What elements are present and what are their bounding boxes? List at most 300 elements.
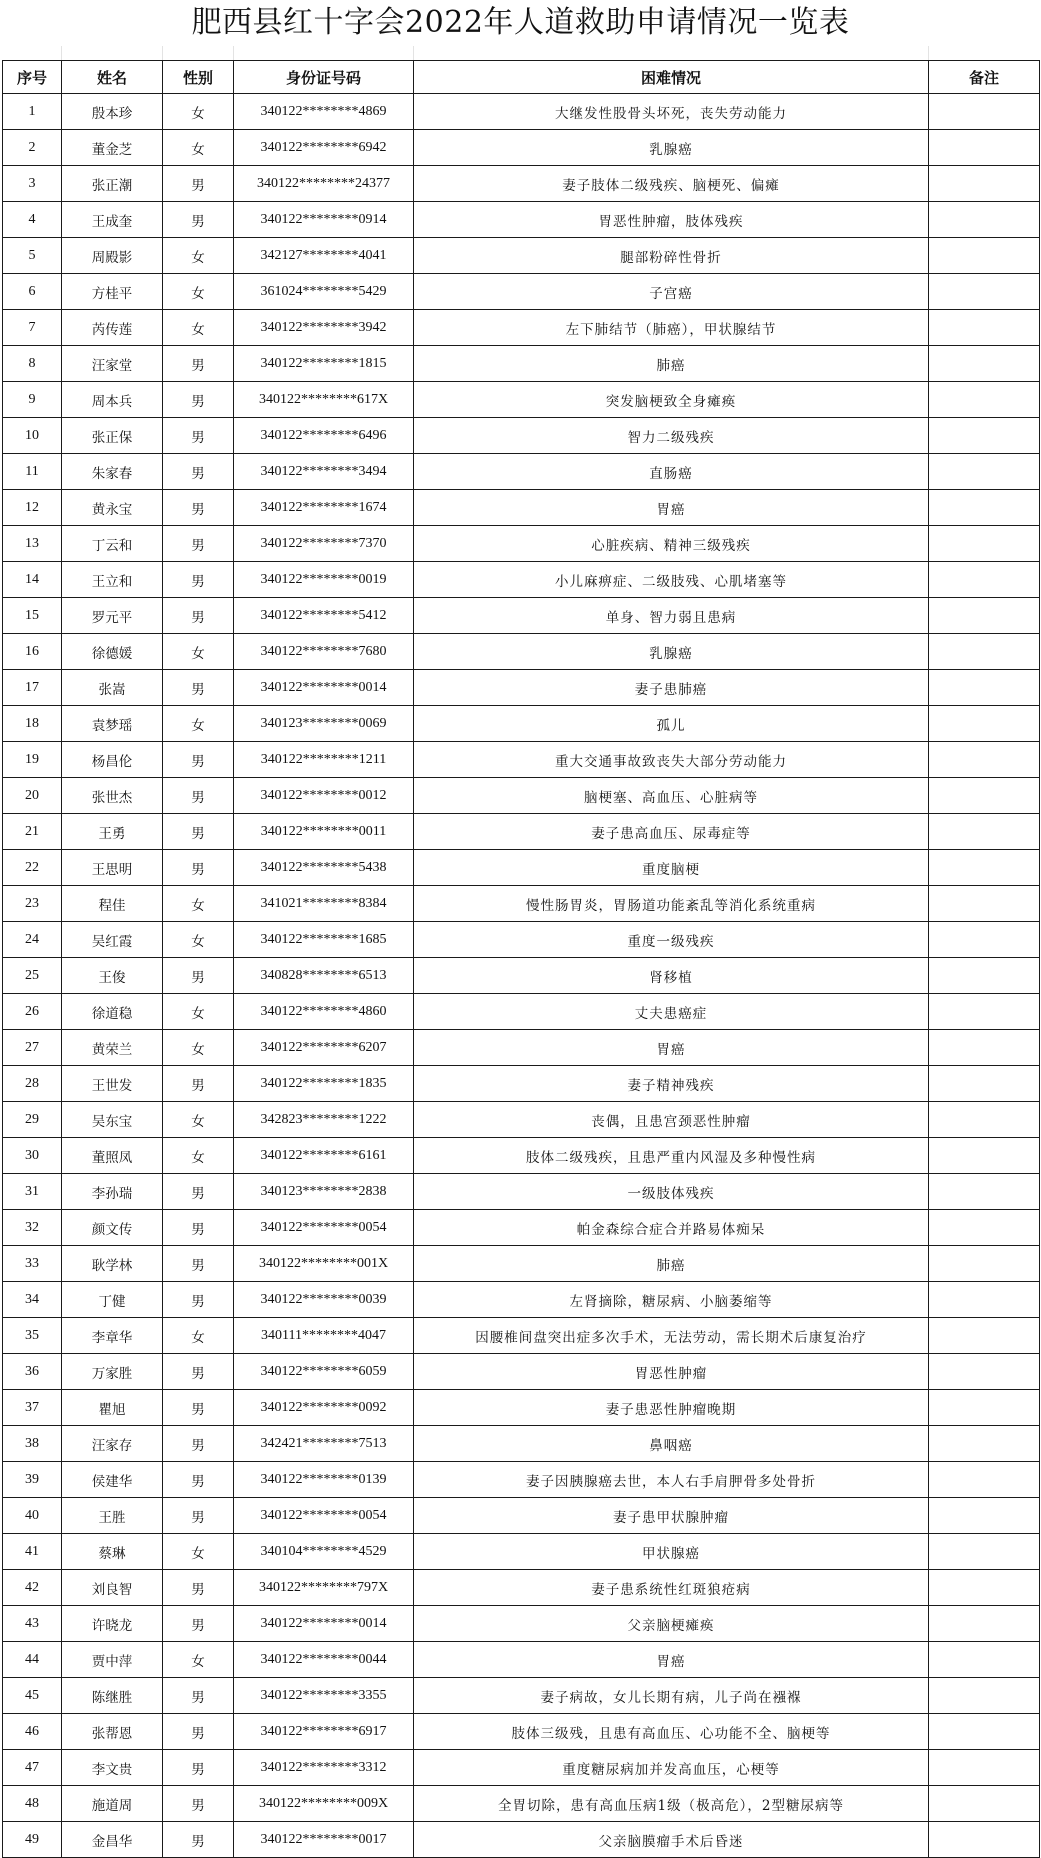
cell-name: 李章华 — [62, 1318, 163, 1354]
cell-id-number: 342823********1222 — [234, 1102, 414, 1138]
cell-difficulty: 胃恶性肿瘤 — [414, 1354, 929, 1390]
table-row — [3, 1678, 1040, 1714]
cell-gender: 男 — [163, 418, 234, 454]
cell-id-number: 340122********4869 — [234, 94, 414, 130]
cell-remarks — [929, 382, 1040, 418]
cell-gender: 女 — [163, 1534, 234, 1570]
cell-difficulty: 肾移植 — [414, 958, 929, 994]
cell-difficulty: 重大交通事故致丧失大部分劳动能力 — [414, 742, 929, 778]
cell-difficulty: 智力二级残疾 — [414, 418, 929, 454]
cell-id-number: 340122********0914 — [234, 202, 414, 238]
cell-gender: 男 — [163, 1282, 234, 1318]
cell-remarks — [929, 1678, 1040, 1714]
cell-gender: 女 — [163, 130, 234, 166]
table-row — [3, 382, 1040, 418]
cell-index: 47 — [3, 1750, 62, 1786]
cell-name: 李孙瑞 — [62, 1174, 163, 1210]
cell-difficulty: 重度脑梗 — [414, 850, 929, 886]
cell-gender: 男 — [163, 1714, 234, 1750]
cell-gender: 男 — [163, 1390, 234, 1426]
cell-gender: 男 — [163, 1462, 234, 1498]
cell-index: 49 — [3, 1822, 62, 1858]
cell-index: 18 — [3, 706, 62, 742]
cell-index: 42 — [3, 1570, 62, 1606]
table-row — [3, 634, 1040, 670]
header-difficulty: 困难情况 — [414, 61, 929, 94]
cell-name: 张帮恩 — [62, 1714, 163, 1750]
table-row — [3, 742, 1040, 778]
cell-name: 周本兵 — [62, 382, 163, 418]
table-row — [3, 1714, 1040, 1750]
table-row — [3, 1318, 1040, 1354]
cell-difficulty: 胃癌 — [414, 1642, 929, 1678]
cell-name: 侯建华 — [62, 1462, 163, 1498]
cell-difficulty: 孤儿 — [414, 706, 929, 742]
table-row — [3, 94, 1040, 130]
cell-remarks — [929, 742, 1040, 778]
cell-name: 蔡琳 — [62, 1534, 163, 1570]
table-row — [3, 886, 1040, 922]
table-row — [3, 1390, 1040, 1426]
table-row — [3, 1642, 1040, 1678]
cell-difficulty: 妻子患肺癌 — [414, 670, 929, 706]
cell-name: 王勇 — [62, 814, 163, 850]
cell-name: 丁健 — [62, 1282, 163, 1318]
cell-name: 张正保 — [62, 418, 163, 454]
cell-index: 3 — [3, 166, 62, 202]
cell-remarks — [929, 1030, 1040, 1066]
cell-difficulty: 妻子患高血压、尿毒症等 — [414, 814, 929, 850]
cell-index: 45 — [3, 1678, 62, 1714]
cell-gender: 男 — [163, 850, 234, 886]
cell-index: 41 — [3, 1534, 62, 1570]
table-row — [3, 1246, 1040, 1282]
cell-remarks — [929, 922, 1040, 958]
table-row — [3, 670, 1040, 706]
cell-index: 35 — [3, 1318, 62, 1354]
cell-difficulty: 甲状腺癌 — [414, 1534, 929, 1570]
table-row — [3, 598, 1040, 634]
cell-name: 王立和 — [62, 562, 163, 598]
cell-name: 徐道稳 — [62, 994, 163, 1030]
cell-name: 金昌华 — [62, 1822, 163, 1858]
cell-index: 31 — [3, 1174, 62, 1210]
cell-difficulty: 父亲脑梗瘫痪 — [414, 1606, 929, 1642]
cell-id-number: 340122********7680 — [234, 634, 414, 670]
cell-gender: 男 — [163, 1426, 234, 1462]
cell-gender: 男 — [163, 1174, 234, 1210]
cell-name: 黄荣兰 — [62, 1030, 163, 1066]
cell-difficulty: 乳腺癌 — [414, 130, 929, 166]
cell-difficulty: 腿部粉碎性骨折 — [414, 238, 929, 274]
cell-difficulty: 妻子病故，女儿长期有病，儿子尚在襁褓 — [414, 1678, 929, 1714]
cell-gender: 女 — [163, 310, 234, 346]
cell-gender: 女 — [163, 1318, 234, 1354]
cell-gender: 女 — [163, 94, 234, 130]
cell-id-number: 340122********001X — [234, 1246, 414, 1282]
cell-gender: 女 — [163, 994, 234, 1030]
cell-name: 王胜 — [62, 1498, 163, 1534]
cell-gender: 女 — [163, 706, 234, 742]
cell-remarks — [929, 1102, 1040, 1138]
cell-difficulty: 脑梗塞、高血压、心脏病等 — [414, 778, 929, 814]
cell-index: 40 — [3, 1498, 62, 1534]
cell-name: 颜文传 — [62, 1210, 163, 1246]
cell-remarks — [929, 1246, 1040, 1282]
cell-id-number: 340122********617X — [234, 382, 414, 418]
cell-remarks — [929, 346, 1040, 382]
cell-difficulty: 肢体三级残，且患有高血压、心功能不全、脑梗等 — [414, 1714, 929, 1750]
cell-gender: 男 — [163, 1822, 234, 1858]
cell-remarks — [929, 418, 1040, 454]
cell-name: 方桂平 — [62, 274, 163, 310]
cell-id-number: 340122********0012 — [234, 778, 414, 814]
cell-gender: 男 — [163, 1678, 234, 1714]
cell-id-number: 340123********0069 — [234, 706, 414, 742]
cell-id-number: 340122********24377 — [234, 166, 414, 202]
cell-remarks — [929, 1822, 1040, 1858]
table-row — [3, 418, 1040, 454]
cell-index: 46 — [3, 1714, 62, 1750]
cell-difficulty: 直肠癌 — [414, 454, 929, 490]
cell-id-number: 340122********1835 — [234, 1066, 414, 1102]
cell-gender: 女 — [163, 238, 234, 274]
table-row — [3, 526, 1040, 562]
cell-remarks — [929, 958, 1040, 994]
table-row — [3, 1786, 1040, 1822]
cell-gender: 男 — [163, 958, 234, 994]
cell-index: 15 — [3, 598, 62, 634]
cell-gender: 女 — [163, 1642, 234, 1678]
cell-remarks — [929, 1210, 1040, 1246]
cell-index: 10 — [3, 418, 62, 454]
table-row — [3, 994, 1040, 1030]
cell-difficulty: 帕金森综合症合并路易体痴呆 — [414, 1210, 929, 1246]
header-gender: 性别 — [163, 61, 234, 94]
cell-name: 张正潮 — [62, 166, 163, 202]
cell-id-number: 340122********0019 — [234, 562, 414, 598]
cell-name: 芮传莲 — [62, 310, 163, 346]
cell-name: 杨昌伦 — [62, 742, 163, 778]
cell-id-number: 340122********0092 — [234, 1390, 414, 1426]
cell-gender: 男 — [163, 1066, 234, 1102]
cell-remarks — [929, 1066, 1040, 1102]
cell-remarks — [929, 1606, 1040, 1642]
cell-remarks — [929, 1174, 1040, 1210]
cell-remarks — [929, 274, 1040, 310]
table-row — [3, 1066, 1040, 1102]
cell-index: 20 — [3, 778, 62, 814]
cell-difficulty: 因腰椎间盘突出症多次手术，无法劳动，需长期术后康复治疗 — [414, 1318, 929, 1354]
cell-index: 7 — [3, 310, 62, 346]
cell-name: 袁梦瑶 — [62, 706, 163, 742]
cell-difficulty: 妻子精神残疾 — [414, 1066, 929, 1102]
cell-name: 王俊 — [62, 958, 163, 994]
table-row — [3, 814, 1040, 850]
header-index: 序号 — [3, 61, 62, 94]
cell-name: 殷本珍 — [62, 94, 163, 130]
cell-id-number: 340122********4860 — [234, 994, 414, 1030]
cell-difficulty: 左肾摘除，糖尿病、小脑萎缩等 — [414, 1282, 929, 1318]
cell-name: 王世发 — [62, 1066, 163, 1102]
cell-index: 8 — [3, 346, 62, 382]
cell-gender: 男 — [163, 454, 234, 490]
cell-id-number: 340122********1815 — [234, 346, 414, 382]
cell-name: 周殿影 — [62, 238, 163, 274]
table-row — [3, 1606, 1040, 1642]
cell-id-number: 340122********6496 — [234, 418, 414, 454]
cell-gender: 男 — [163, 778, 234, 814]
cell-index: 27 — [3, 1030, 62, 1066]
cell-id-number: 340122********1674 — [234, 490, 414, 526]
table-row — [3, 1354, 1040, 1390]
cell-id-number: 340122********0011 — [234, 814, 414, 850]
cell-id-number: 342421********7513 — [234, 1426, 414, 1462]
cell-name: 程佳 — [62, 886, 163, 922]
cell-difficulty: 妻子患恶性肿瘤晚期 — [414, 1390, 929, 1426]
cell-id-number: 340122********009X — [234, 1786, 414, 1822]
cell-gender: 男 — [163, 1570, 234, 1606]
cell-difficulty: 一级肢体残疾 — [414, 1174, 929, 1210]
table-row — [3, 1138, 1040, 1174]
table-row — [3, 1534, 1040, 1570]
cell-remarks — [929, 634, 1040, 670]
cell-name: 张世杰 — [62, 778, 163, 814]
cell-gender: 女 — [163, 922, 234, 958]
cell-remarks — [929, 202, 1040, 238]
cell-gender: 男 — [163, 670, 234, 706]
table-row — [3, 1102, 1040, 1138]
cell-id-number: 340122********1685 — [234, 922, 414, 958]
cell-gender: 男 — [163, 1750, 234, 1786]
table-row — [3, 490, 1040, 526]
cell-difficulty: 子宫癌 — [414, 274, 929, 310]
cell-remarks — [929, 1714, 1040, 1750]
cell-index: 19 — [3, 742, 62, 778]
cell-remarks — [929, 706, 1040, 742]
cell-name: 徐德媛 — [62, 634, 163, 670]
table-row — [3, 1426, 1040, 1462]
cell-name: 李文贵 — [62, 1750, 163, 1786]
page-title: 肥西县红十字会2022年人道救助申请情况一览表 — [191, 5, 850, 40]
cell-gender: 女 — [163, 274, 234, 310]
cell-gender: 男 — [163, 742, 234, 778]
cell-remarks — [929, 1642, 1040, 1678]
cell-remarks — [929, 1570, 1040, 1606]
cell-id-number: 340122********6059 — [234, 1354, 414, 1390]
cell-index: 26 — [3, 994, 62, 1030]
cell-difficulty: 丧偶，且患宫颈恶性肿瘤 — [414, 1102, 929, 1138]
cell-difficulty: 突发脑梗致全身瘫痪 — [414, 382, 929, 418]
cell-id-number: 340122********0014 — [234, 1606, 414, 1642]
table-row — [3, 1570, 1040, 1606]
cell-remarks — [929, 1462, 1040, 1498]
table-row — [3, 1750, 1040, 1786]
cell-remarks — [929, 1390, 1040, 1426]
cell-id-number: 340122********6942 — [234, 130, 414, 166]
cell-name: 贾中萍 — [62, 1642, 163, 1678]
cell-id-number: 340122********0039 — [234, 1282, 414, 1318]
cell-gender: 男 — [163, 202, 234, 238]
cell-gender: 女 — [163, 886, 234, 922]
sheet-spacer-row — [0, 46, 1041, 60]
cell-remarks — [929, 1138, 1040, 1174]
cell-index: 6 — [3, 274, 62, 310]
table-row — [3, 1498, 1040, 1534]
cell-id-number: 340122********3494 — [234, 454, 414, 490]
cell-remarks — [929, 814, 1040, 850]
cell-id-number: 340122********0044 — [234, 1642, 414, 1678]
cell-index: 16 — [3, 634, 62, 670]
cell-gender: 男 — [163, 1606, 234, 1642]
table-row — [3, 1030, 1040, 1066]
cell-remarks — [929, 1786, 1040, 1822]
cell-index: 4 — [3, 202, 62, 238]
cell-index: 33 — [3, 1246, 62, 1282]
cell-id-number: 340122********3942 — [234, 310, 414, 346]
cell-remarks — [929, 886, 1040, 922]
cell-remarks — [929, 1534, 1040, 1570]
cell-difficulty: 丈夫患癌症 — [414, 994, 929, 1030]
cell-id-number: 340828********6513 — [234, 958, 414, 994]
cell-remarks — [929, 994, 1040, 1030]
cell-index: 17 — [3, 670, 62, 706]
cell-id-number: 340123********2838 — [234, 1174, 414, 1210]
cell-index: 38 — [3, 1426, 62, 1462]
cell-gender: 女 — [163, 1102, 234, 1138]
table-row — [3, 778, 1040, 814]
cell-gender: 男 — [163, 1786, 234, 1822]
cell-remarks — [929, 598, 1040, 634]
cell-remarks — [929, 670, 1040, 706]
cell-id-number: 341021********8384 — [234, 886, 414, 922]
cell-name: 丁云和 — [62, 526, 163, 562]
cell-name: 许晓龙 — [62, 1606, 163, 1642]
cell-index: 1 — [3, 94, 62, 130]
cell-id-number: 340122********0054 — [234, 1210, 414, 1246]
cell-index: 12 — [3, 490, 62, 526]
cell-difficulty: 妻子患系统性红斑狼疮病 — [414, 1570, 929, 1606]
cell-remarks — [929, 778, 1040, 814]
cell-name: 王思明 — [62, 850, 163, 886]
cell-difficulty: 妻子肢体二级残疾、脑梗死、偏瘫 — [414, 166, 929, 202]
cell-difficulty: 慢性肠胃炎，胃肠道功能紊乱等消化系统重病 — [414, 886, 929, 922]
cell-index: 37 — [3, 1390, 62, 1426]
table-row — [3, 454, 1040, 490]
cell-name: 陈继胜 — [62, 1678, 163, 1714]
cell-id-number: 340111********4047 — [234, 1318, 414, 1354]
cell-difficulty: 全胃切除，患有高血压病1级（极高危），2型糖尿病等 — [414, 1786, 929, 1822]
table-row — [3, 238, 1040, 274]
cell-gender: 男 — [163, 1246, 234, 1282]
table-row — [3, 850, 1040, 886]
cell-name: 朱家春 — [62, 454, 163, 490]
cell-index: 34 — [3, 1282, 62, 1318]
cell-name: 万家胜 — [62, 1354, 163, 1390]
cell-name: 吴红霞 — [62, 922, 163, 958]
cell-id-number: 340122********797X — [234, 1570, 414, 1606]
cell-gender: 男 — [163, 526, 234, 562]
table-row — [3, 1462, 1040, 1498]
cell-remarks — [929, 490, 1040, 526]
cell-id-number: 340122********0054 — [234, 1498, 414, 1534]
cell-remarks — [929, 238, 1040, 274]
cell-difficulty: 单身、智力弱且患病 — [414, 598, 929, 634]
cell-index: 28 — [3, 1066, 62, 1102]
cell-remarks — [929, 562, 1040, 598]
cell-gender: 男 — [163, 1498, 234, 1534]
cell-remarks — [929, 166, 1040, 202]
cell-difficulty: 鼻咽癌 — [414, 1426, 929, 1462]
table-row — [3, 958, 1040, 994]
table-header-row — [3, 61, 1040, 94]
table-row — [3, 130, 1040, 166]
cell-difficulty: 心脏疾病、精神三级残疾 — [414, 526, 929, 562]
cell-difficulty: 胃癌 — [414, 1030, 929, 1066]
cell-id-number: 340122********6917 — [234, 1714, 414, 1750]
cell-remarks — [929, 1354, 1040, 1390]
cell-name: 董金芝 — [62, 130, 163, 166]
cell-remarks — [929, 1318, 1040, 1354]
cell-gender: 男 — [163, 598, 234, 634]
cell-index: 25 — [3, 958, 62, 994]
cell-gender: 男 — [163, 382, 234, 418]
cell-name: 瞿旭 — [62, 1390, 163, 1426]
cell-index: 29 — [3, 1102, 62, 1138]
cell-index: 21 — [3, 814, 62, 850]
cell-index: 13 — [3, 526, 62, 562]
cell-id-number: 361024********5429 — [234, 274, 414, 310]
cell-remarks — [929, 454, 1040, 490]
cell-id-number: 340122********0017 — [234, 1822, 414, 1858]
cell-id-number: 340122********6207 — [234, 1030, 414, 1066]
cell-index: 36 — [3, 1354, 62, 1390]
cell-difficulty: 左下肺结节（肺癌），甲状腺结节 — [414, 310, 929, 346]
cell-difficulty: 肺癌 — [414, 1246, 929, 1282]
table-row — [3, 922, 1040, 958]
cell-index: 9 — [3, 382, 62, 418]
cell-id-number: 340122********3355 — [234, 1678, 414, 1714]
cell-remarks — [929, 526, 1040, 562]
cell-gender: 女 — [163, 1138, 234, 1174]
cell-difficulty: 胃癌 — [414, 490, 929, 526]
cell-gender: 男 — [163, 346, 234, 382]
cell-name: 罗元平 — [62, 598, 163, 634]
cell-id-number: 340122********0139 — [234, 1462, 414, 1498]
cell-name: 汪家存 — [62, 1426, 163, 1462]
cell-gender: 男 — [163, 562, 234, 598]
cell-index: 48 — [3, 1786, 62, 1822]
cell-id-number: 342127********4041 — [234, 238, 414, 274]
cell-id-number: 340122********7370 — [234, 526, 414, 562]
cell-difficulty: 父亲脑膜瘤手术后昏迷 — [414, 1822, 929, 1858]
table-row — [3, 1210, 1040, 1246]
table-row — [3, 202, 1040, 238]
cell-difficulty: 妻子患甲状腺肿瘤 — [414, 1498, 929, 1534]
cell-gender: 男 — [163, 1354, 234, 1390]
cell-remarks — [929, 1426, 1040, 1462]
table-row — [3, 562, 1040, 598]
table-row — [3, 310, 1040, 346]
cell-id-number: 340122********3312 — [234, 1750, 414, 1786]
cell-index: 39 — [3, 1462, 62, 1498]
cell-index: 11 — [3, 454, 62, 490]
cell-remarks — [929, 1282, 1040, 1318]
table-row — [3, 346, 1040, 382]
table-row — [3, 1822, 1040, 1858]
cell-remarks — [929, 94, 1040, 130]
cell-difficulty: 重度一级残疾 — [414, 922, 929, 958]
